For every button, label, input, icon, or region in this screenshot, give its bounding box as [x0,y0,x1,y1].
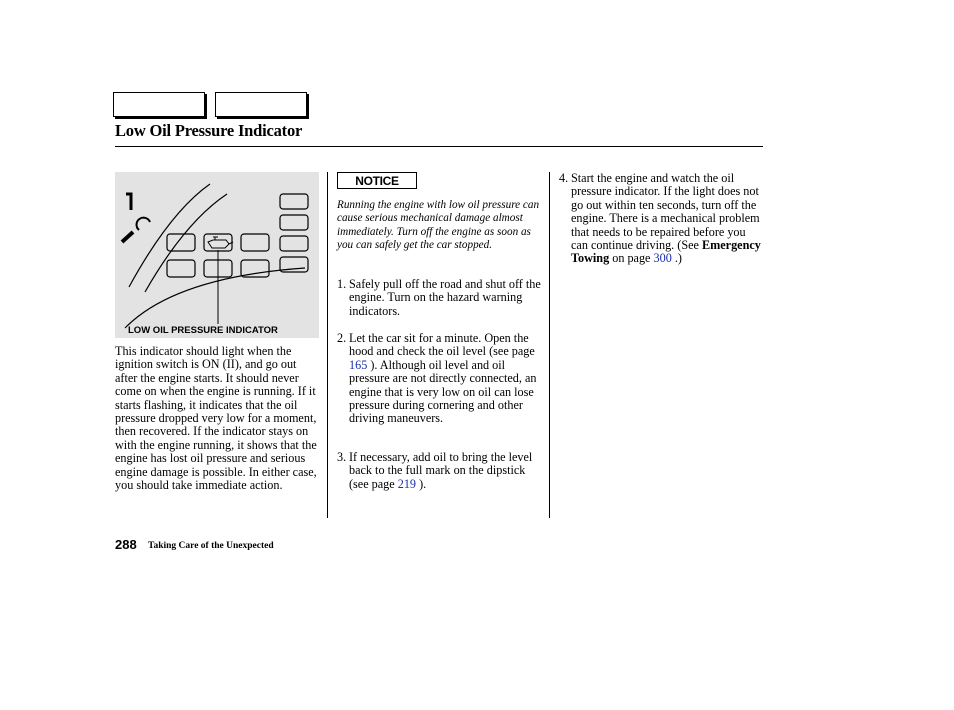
title-rule [115,146,763,147]
nav-button-left[interactable] [113,92,205,117]
notice-text: Running the engine with low oil pressure can cause serious mechanical damage almost immediately. Turn off the engine as soon as you can safely get the car stopped. [337,199,540,252]
step-text: Let the car sit for a minute. Open the hood and check the oil level (see page [349,331,535,359]
step-4 [559,172,765,266]
step-number: 1. [337,277,347,291]
figure-caption: LOW OIL PRESSURE INDICATOR [128,325,278,336]
page-link-219[interactable]: 219 [397,476,417,491]
page-link-300[interactable]: 300 [653,251,672,266]
page-title: Low Oil Pressure Indicator [115,121,303,140]
section-title: Taking Care of the Unexpected [148,541,274,551]
indicator-figure [115,172,319,338]
step-text: Start the engine and watch the oil pressure indicator. If the light does not go out within ten seconds, turn off the engine. There is a mechanical problem that needs to be repaired before you can continue driving. (See [571,171,760,253]
column-divider-2 [549,172,550,518]
step-2 [337,332,543,426]
oil-can-icon [208,237,233,248]
instrument-panel-illustration [115,172,319,338]
step-number: 3. [337,450,347,464]
column-1-text: This indicator should light when the ignition switch is ON (II), and go out after the engine starts. It should never come on when the engine is running. If it starts flashing, it indicates that the oil pressure dropped very low for a moment, then recovered. If the indicator stays on with the engine running, it shows that the engine has lost oil pressure and serious engine damage is possible. In either case, you should take immediate action. [115,344,317,493]
step-text: on page [609,251,654,266]
page-link-165[interactable]: 165 [349,357,368,372]
step-text: If necessary, add oil to bring the level back to the full mark on the dipstick (see page [349,450,533,491]
step-number: 2. [337,331,347,345]
step-text: ). Although oil level and oil pressure are not directly connected, an engine that is very low on oil can lose pressure during cornering and other driving maneuvers. [349,357,537,426]
notice-label: NOTICE [337,172,417,189]
emergency-towing-reference: Emergency Towing [571,238,761,266]
step-1 [337,278,543,318]
nav-button-right[interactable] [215,92,307,117]
step-3 [337,451,543,491]
step-text: ). [416,476,427,491]
step-text: Safely pull off the road and shut off the engine. Turn on the hazard warning indicators. [349,277,541,318]
page-number: 288 [115,537,137,552]
step-number: 4. [559,171,569,185]
step-text: .) [671,251,682,266]
column-divider-1 [327,172,328,518]
